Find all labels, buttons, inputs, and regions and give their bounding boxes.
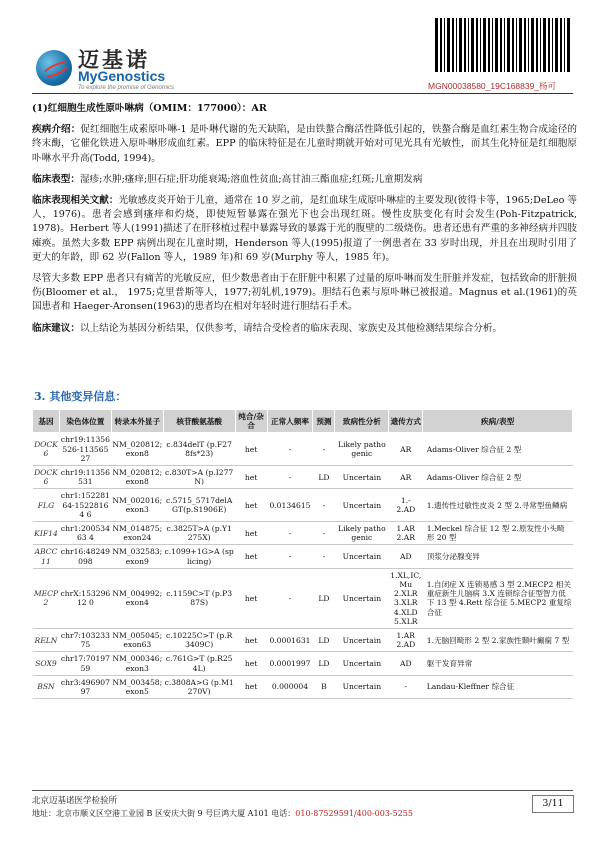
normal-frequency-cell: - — [267, 466, 313, 489]
chromosome-position-cell: chr17:7019759 — [59, 652, 111, 675]
transcript-exon-cell: NM_005045;exon63 — [111, 629, 163, 652]
transcript-exon-cell: NM_020812;exon8 — [111, 466, 163, 489]
normal-frequency-cell: 0.0001997 — [267, 652, 313, 675]
phenotype-text: 湿疹;水肿;瘙痒;胆石症;肝功能衰竭;溶血性贫血;高甘油三酯血症;红斑;儿童期发病 — [79, 173, 423, 185]
nucleotide-amino-acid-cell: c.3825T>A (p.Y1275X) — [163, 522, 235, 545]
pathogenicity-cell: Uncertain — [335, 489, 389, 522]
footer-rule — [32, 790, 573, 791]
prediction-cell: - — [313, 522, 335, 545]
disease-phenotype-cell: 1.Meckel 综合征 12 型 2.原发性小头畸形 20 型 — [423, 522, 573, 545]
inheritance-cell: AD — [389, 545, 423, 568]
disease-literature — [32, 194, 577, 265]
gene-cell: DOCK6 — [33, 433, 60, 466]
header-rule — [32, 93, 573, 94]
disease-phenotype-cell: 躯干发育异常 — [423, 652, 573, 675]
inheritance-cell: - — [389, 675, 423, 698]
disease-phenotype-cell: 1.自闭症 X 连锁易感 3 型 2.MECP2 相关重症新生儿脑病 3.X 连锁综合征型智力低下 13 型 4.Rett 综合征 5.MECP2 重复综合征 — [423, 568, 573, 628]
intro-text: 促红细胞生成素原卟啉-1 是卟啉代谢的先天缺陷，是由铁螯合酶活性降低引起的，铁螯合酶是血红素生物合成途径的终末酶，它催化铁进入原卟啉形成血红素。EPP 的临床特征是在儿童时期就开始对可见光具有光敏性，而其生化特征是红细胞原卟啉水平升高(Todd, 1994)。 — [32, 124, 577, 164]
phenotype-label: 临床表型： — [32, 173, 80, 185]
barcode-text: MGN00038580_19C168839_杨可 — [428, 81, 557, 91]
prediction-cell: LD — [313, 629, 335, 652]
column-header: 染色体位置 — [59, 410, 111, 433]
company-logo — [36, 42, 176, 94]
prediction-cell: LD — [313, 568, 335, 628]
pathogenicity-cell: Uncertain — [335, 466, 389, 489]
nucleotide-amino-acid-cell: c.5715_5717delAGT(p.S1906E) — [163, 489, 235, 522]
gene-cell: ABCC11 — [33, 545, 60, 568]
disease-phenotype-cell: 1.无脑回畸形 2 型 2.家族性颞叶癫痫 7 型 — [423, 629, 573, 652]
pathogenicity-cell: Uncertain — [335, 545, 389, 568]
prediction-cell: B — [313, 675, 335, 698]
inheritance-cell: 1.XL,IC,Mu 2.XLR 3.XLR 4.XLD 5.XLR — [389, 568, 423, 628]
gene-cell: MECP2 — [33, 568, 60, 628]
chromosome-position-cell: chrX:15329612 0 — [59, 568, 111, 628]
table-row — [33, 545, 573, 568]
literature-text: 光敏感皮炎开始于儿童，通常在 10 岁之前，是红血球生成原卟啉症的主要发现(彼得卡等，1965;DeLeo 等人，1976)。患者会感到瘙痒和灼烧，即使短暂暴露在强光下也会出现红斑。慢性皮肤变化有时会发生(Poh-Fitzpatrick, 1978)。Herbert 等人(1991)描述了在肝移植过程中暴露导致的暴露于光的腹壁的二级烧伤。患者还患有严重的多神经病并四肢瘫痪。虽然大多数 EPP 病例出现在儿童时期，Henderson 等人(1995)报道了一例患者在 33 岁时出现，并且在出现时引用了更大的年龄，即 62 岁(Fallon 等人，1989 年)和 69 岁(Murphy 等人，1985 年)。 — [32, 195, 577, 263]
table-header-row — [33, 410, 573, 433]
nucleotide-amino-acid-cell: c.834delT (p.F278fs*23) — [163, 433, 235, 466]
disease-title: (1)红细胞生成性原卟啉病（OMIM：177000）：AR — [32, 103, 267, 114]
nucleotide-amino-acid-cell: c.1099+1G>A (splicing) — [163, 545, 235, 568]
zygosity-cell: het — [235, 545, 267, 568]
nucleotide-amino-acid-cell: c.761G>T (p.R254L) — [163, 652, 235, 675]
prediction-cell: - — [313, 433, 335, 466]
table-row — [33, 675, 573, 698]
pathogenicity-cell: Likely pathogenic — [335, 522, 389, 545]
column-header: 正常人频率 — [267, 410, 313, 433]
literature-label: 临床表现相关文献： — [32, 195, 119, 207]
zygosity-cell: het — [235, 629, 267, 652]
normal-frequency-cell: 0.0134615 — [267, 489, 313, 522]
variant-table — [32, 409, 573, 699]
column-header: 纯合/杂合 — [235, 410, 267, 433]
column-header: 致病性分析 — [335, 410, 389, 433]
disease-section — [32, 102, 577, 343]
disease-intro — [32, 123, 577, 166]
disease-literature-2: 尽管大多数 EPP 患者只有痛苦的光敏反应，但少数患者由于在肝脏中积累了过量的原卟啉而发生肝脏并发症，包括致命的肝脏损伤(Bloomer et al.， 1975;克里普斯等人，1977;初轧机,1979)。胆结石色素与原卟啉已被报道。Magnus et al.(1961)的英国患者和 Haeger-Aronsen(1963)的患者均在相对年轻时进行胆结石手术。 — [32, 273, 577, 313]
table-row — [33, 433, 573, 466]
disease-phenotype-cell: 顶浆分泌腺变异 — [423, 545, 573, 568]
footer-address — [32, 808, 413, 819]
nucleotide-amino-acid-cell: c.830T>A (p.I277N) — [163, 466, 235, 489]
barcode — [435, 18, 571, 72]
globe-icon — [36, 50, 72, 86]
chromosome-position-cell: chr19:11356531 — [59, 466, 111, 489]
pathogenicity-cell: Uncertain — [335, 652, 389, 675]
normal-frequency-cell: 0.0001631 — [267, 629, 313, 652]
normal-frequency-cell: - — [267, 522, 313, 545]
gene-cell: DOCK6 — [33, 466, 60, 489]
transcript-exon-cell: NM_020812;exon8 — [111, 433, 163, 466]
transcript-exon-cell: NM_004992;exon4 — [111, 568, 163, 628]
pathogenicity-cell: Likely pathogenic — [335, 433, 389, 466]
logo-tagline: To explore the promise of Genomics — [78, 85, 175, 91]
table-row — [33, 466, 573, 489]
disease-phenotype-cell: 1.遗传性过敏性皮炎 2 型 2.寻常型鱼鳞病 — [423, 489, 573, 522]
normal-frequency-cell: - — [267, 568, 313, 628]
logo-chinese-name: 迈基诺 — [78, 47, 150, 72]
pathogenicity-cell: Uncertain — [335, 675, 389, 698]
normal-frequency-cell: - — [267, 433, 313, 466]
chromosome-position-cell: chr19:11356526-11356527 — [59, 433, 111, 466]
column-header: 基因 — [33, 410, 60, 433]
column-header: 疾病/表型 — [423, 410, 573, 433]
prediction-cell: - — [313, 545, 335, 568]
page-number: 3/11 — [532, 795, 574, 813]
transcript-exon-cell: NM_003458;exon5 — [111, 675, 163, 698]
chromosome-position-cell: chr3:49690797 — [59, 675, 111, 698]
column-header: 预测 — [313, 410, 335, 433]
clinical-advice — [32, 322, 577, 336]
inheritance-cell: 1.- 2.AD — [389, 489, 423, 522]
table-row — [33, 652, 573, 675]
column-header: 转录本外显子 — [111, 410, 163, 433]
inheritance-cell: AD — [389, 652, 423, 675]
zygosity-cell: het — [235, 489, 267, 522]
inheritance-cell: 1.AR 2.AR — [389, 522, 423, 545]
advice-label: 临床建议： — [32, 322, 80, 334]
disease-phenotype-cell: Adams-Oliver 综合征 2 型 — [423, 433, 573, 466]
zygosity-cell: het — [235, 675, 267, 698]
gene-cell: KIF14 — [33, 522, 60, 545]
table-row — [33, 568, 573, 628]
disease-phenotype — [32, 173, 577, 187]
pathogenicity-cell: Uncertain — [335, 629, 389, 652]
advice-text: 以上结论为基因分析结果，仅供参考，请结合受检者的临床表现、家族史及其他检测结果综合分析。 — [79, 322, 503, 334]
normal-frequency-cell: - — [267, 545, 313, 568]
transcript-exon-cell: NM_000346;exon3 — [111, 652, 163, 675]
column-header: 遗传方式 — [389, 410, 423, 433]
prediction-cell: - — [313, 489, 335, 522]
address-text: 地址：北京市顺义区空港工业园 B 区安庆大街 9 号巨鸿大厦 A101 电话： — [32, 809, 296, 818]
chromosome-position-cell: chr1:15228164-15228164 6 — [59, 489, 111, 522]
section-title: 3. 其他变异信息： — [34, 390, 127, 403]
pathogenicity-cell: Uncertain — [335, 568, 389, 628]
nucleotide-amino-acid-cell: c.10225C>T (p.R3409C) — [163, 629, 235, 652]
table-row — [33, 522, 573, 545]
intro-label: 疾病介绍： — [32, 124, 81, 136]
gene-cell: FLG — [33, 489, 60, 522]
column-header: 核苷酸氨基酸 — [163, 410, 235, 433]
zygosity-cell: het — [235, 433, 267, 466]
zygosity-cell: het — [235, 466, 267, 489]
phone-text: 010-87529591/400-003-5255 — [295, 809, 413, 818]
nucleotide-amino-acid-cell: c.3808A>G (p.M1270V) — [163, 675, 235, 698]
zygosity-cell: het — [235, 522, 267, 545]
transcript-exon-cell: NM_002016;exon3 — [111, 489, 163, 522]
gene-cell: RELN — [33, 629, 60, 652]
normal-frequency-cell: 0.000004 — [267, 675, 313, 698]
gene-cell: BSN — [33, 675, 60, 698]
inheritance-cell: AR — [389, 433, 423, 466]
nucleotide-amino-acid-cell: c.1159C>T (p.P387S) — [163, 568, 235, 628]
prediction-cell: LD — [313, 466, 335, 489]
chromosome-position-cell: chr16:48249098 — [59, 545, 111, 568]
table-row — [33, 489, 573, 522]
transcript-exon-cell: NM_032583;exon9 — [111, 545, 163, 568]
page-header — [0, 0, 605, 100]
chromosome-position-cell: chr1:20053463 4 — [59, 522, 111, 545]
transcript-exon-cell: NM_014875;exon24 — [111, 522, 163, 545]
disease-phenotype-cell: Adams-Oliver 综合征 2 型 — [423, 466, 573, 489]
inheritance-cell: AR — [389, 466, 423, 489]
zygosity-cell: het — [235, 568, 267, 628]
inheritance-cell: 1.AR 2.AD — [389, 629, 423, 652]
disease-phenotype-cell: Landau-Kleffner 综合征 — [423, 675, 573, 698]
table-row — [33, 629, 573, 652]
logo-english-name: MyGenostics — [78, 68, 166, 84]
gene-cell: SOX9 — [33, 652, 60, 675]
chromosome-position-cell: chr7:10323375 — [59, 629, 111, 652]
prediction-cell: LD — [313, 652, 335, 675]
zygosity-cell: het — [235, 652, 267, 675]
footer-company: 北京迈基诺医学检验所 — [32, 796, 118, 806]
